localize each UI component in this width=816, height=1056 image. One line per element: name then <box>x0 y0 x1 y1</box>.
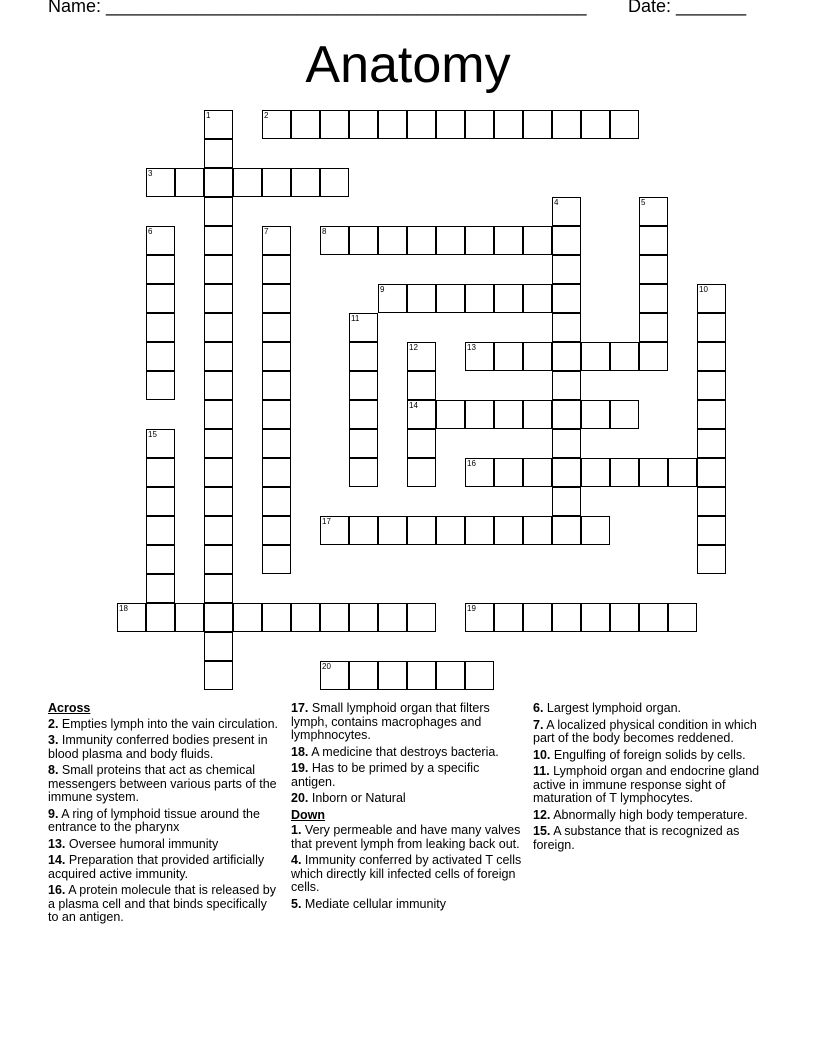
grid-cell[interactable] <box>697 284 726 313</box>
clue-number: 13. <box>48 836 66 851</box>
grid-cell[interactable] <box>233 168 262 197</box>
grid-cell[interactable] <box>494 110 523 139</box>
cell-number: 4 <box>554 198 559 207</box>
clue-number: 8. <box>48 763 59 777</box>
grid-cell[interactable] <box>465 603 494 632</box>
clue-across-18 <box>291 746 525 760</box>
clue-text: A protein molecule that is released by a plasma cell and that binds specifically to an antigen. <box>48 883 276 924</box>
clue-across-20 <box>291 792 525 806</box>
clue-down-4 <box>291 854 525 895</box>
clue-text: Immunity conferred bodies present in blood plasma and body fluids. <box>48 733 268 761</box>
clues-column-3 <box>533 702 773 855</box>
grid-cell[interactable] <box>378 284 407 313</box>
cell-number: 10 <box>699 285 708 294</box>
clues-column-1 <box>48 702 278 928</box>
grid-cell[interactable] <box>204 110 233 139</box>
clue-number: 10. <box>533 747 551 762</box>
grid-cell[interactable] <box>639 458 668 487</box>
grid-cell[interactable] <box>349 226 378 255</box>
grid-cell[interactable] <box>436 661 465 690</box>
grid-cell[interactable] <box>262 429 291 458</box>
grid-cell[interactable] <box>552 371 581 400</box>
grid-cell[interactable] <box>204 574 233 603</box>
clue-across-9 <box>48 808 278 835</box>
clue-across-14 <box>48 854 278 881</box>
grid-cell[interactable] <box>697 313 726 342</box>
grid-cell[interactable] <box>552 458 581 487</box>
grid-cell[interactable] <box>407 371 436 400</box>
grid-cell[interactable] <box>146 603 175 632</box>
grid-cell[interactable] <box>407 429 436 458</box>
grid-cell[interactable] <box>349 400 378 429</box>
cell-number: 13 <box>467 343 476 352</box>
grid-cell[interactable] <box>407 603 436 632</box>
grid-cell[interactable] <box>204 255 233 284</box>
clue-text: Empties lymph into the vain circulation. <box>61 716 278 731</box>
grid-cell[interactable] <box>146 487 175 516</box>
clue-down-11 <box>533 765 773 806</box>
clue-across-19 <box>291 762 525 789</box>
grid-cell[interactable] <box>581 400 610 429</box>
clue-number: 17. <box>291 701 309 715</box>
grid-cell[interactable] <box>407 284 436 313</box>
grid-cell[interactable] <box>204 458 233 487</box>
grid-cell[interactable] <box>494 603 523 632</box>
grid-cell[interactable] <box>349 313 378 342</box>
clue-number: 11. <box>533 764 550 778</box>
clue-number: 14. <box>48 853 66 867</box>
cell-number: 12 <box>409 343 418 352</box>
clue-text: Engulfing of foreign solids by cells. <box>553 747 746 762</box>
grid-cell[interactable] <box>668 603 697 632</box>
clue-text: Small lymphoid organ that filters lymph, contains macrophages and lymphnocytes. <box>291 701 490 742</box>
grid-cell[interactable] <box>378 110 407 139</box>
grid-cell[interactable] <box>610 110 639 139</box>
grid-cell[interactable] <box>349 429 378 458</box>
clue-number: 15. <box>533 824 551 838</box>
grid-cell[interactable] <box>436 226 465 255</box>
grid-cell[interactable] <box>639 284 668 313</box>
across-heading: Across <box>48 701 91 715</box>
clue-text: A substance that is recognized as foreign. <box>533 824 740 852</box>
cell-number: 11 <box>351 314 360 323</box>
grid-cell[interactable] <box>436 284 465 313</box>
grid-cell[interactable] <box>204 371 233 400</box>
clue-down-5 <box>291 898 525 912</box>
grid-cell[interactable] <box>204 661 233 690</box>
cell-number: 15 <box>148 430 157 439</box>
clue-text: A ring of lymphoid tissue around the entrance to the pharynx <box>48 806 260 834</box>
grid-cell[interactable] <box>639 255 668 284</box>
cell-number: 17 <box>322 517 331 526</box>
clue-number: 6. <box>533 701 544 715</box>
grid-cell[interactable] <box>436 110 465 139</box>
clue-text: Has to be primed by a specific antigen. <box>291 761 480 789</box>
grid-cell[interactable] <box>204 400 233 429</box>
grid-cell[interactable] <box>697 342 726 371</box>
grid-cell[interactable] <box>262 168 291 197</box>
cell-number: 1 <box>206 111 211 120</box>
page-title: Anatomy <box>305 36 511 94</box>
grid-cell[interactable] <box>146 458 175 487</box>
grid-cell[interactable] <box>117 603 146 632</box>
clue-text: Lymphoid organ and endocrine gland active in immune response sight of maturation of T lymphocytes. <box>533 764 760 805</box>
grid-cell[interactable] <box>610 458 639 487</box>
grid-cell[interactable] <box>581 458 610 487</box>
grid-cell[interactable] <box>146 545 175 574</box>
grid-cell[interactable] <box>494 284 523 313</box>
clue-across-2 <box>48 718 278 732</box>
grid-cell[interactable] <box>523 226 552 255</box>
grid-cell[interactable] <box>320 603 349 632</box>
grid-cell[interactable] <box>407 400 436 429</box>
clue-text: Mediate cellular immunity <box>304 896 446 911</box>
grid-cell[interactable] <box>349 516 378 545</box>
grid-cell[interactable] <box>262 400 291 429</box>
grid-cell[interactable] <box>639 342 668 371</box>
clue-text: Small proteins that act as chemical messengers between various parts of the immune system. <box>48 763 277 804</box>
grid-cell[interactable] <box>320 661 349 690</box>
grid-cell[interactable] <box>320 226 349 255</box>
cell-number: 6 <box>148 227 153 236</box>
clue-number: 3. <box>48 733 59 747</box>
grid-cell[interactable] <box>494 226 523 255</box>
grid-cell[interactable] <box>262 603 291 632</box>
grid-cell[interactable] <box>581 110 610 139</box>
grid-cell[interactable] <box>262 487 291 516</box>
clue-number: 12. <box>533 807 551 822</box>
cell-number: 14 <box>409 401 418 410</box>
grid-cell[interactable] <box>552 284 581 313</box>
grid-cell[interactable] <box>697 400 726 429</box>
clue-down-1 <box>291 824 525 851</box>
grid-cell[interactable] <box>581 342 610 371</box>
grid-cell[interactable] <box>262 342 291 371</box>
clue-number: 18. <box>291 744 309 759</box>
grid-cell[interactable] <box>552 197 581 226</box>
grid-cell[interactable] <box>407 661 436 690</box>
grid-cell[interactable] <box>262 545 291 574</box>
grid-cell[interactable] <box>523 342 552 371</box>
cell-number: 18 <box>119 604 128 613</box>
grid-cell[interactable] <box>146 371 175 400</box>
cell-number: 2 <box>264 111 269 120</box>
grid-cell[interactable] <box>552 226 581 255</box>
grid-cell[interactable] <box>204 313 233 342</box>
grid-cell[interactable] <box>349 661 378 690</box>
grid-cell[interactable] <box>146 255 175 284</box>
grid-cell[interactable] <box>436 516 465 545</box>
grid-cell[interactable] <box>610 603 639 632</box>
clue-across-13 <box>48 838 278 852</box>
clue-text: Oversee humoral immunity <box>68 836 219 851</box>
grid-cell[interactable] <box>233 603 262 632</box>
grid-cell[interactable] <box>697 429 726 458</box>
grid-cell[interactable] <box>436 400 465 429</box>
grid-cell[interactable] <box>639 603 668 632</box>
grid-cell[interactable] <box>552 313 581 342</box>
name-field[interactable]: Name: ________________________________________________ <box>48 0 587 16</box>
clue-number: 4. <box>291 853 302 867</box>
grid-cell[interactable] <box>465 661 494 690</box>
clue-down-12 <box>533 809 773 823</box>
grid-cell[interactable] <box>291 110 320 139</box>
grid-cell[interactable] <box>262 371 291 400</box>
grid-cell[interactable] <box>552 342 581 371</box>
grid-cell[interactable] <box>552 516 581 545</box>
grid-cell[interactable] <box>262 313 291 342</box>
grid-cell[interactable] <box>204 168 233 197</box>
grid-cell[interactable] <box>552 603 581 632</box>
grid-cell[interactable] <box>378 226 407 255</box>
grid-cell[interactable] <box>204 516 233 545</box>
grid-cell[interactable] <box>552 487 581 516</box>
cell-number: 19 <box>467 604 476 613</box>
grid-cell[interactable] <box>262 284 291 313</box>
grid-cell[interactable] <box>523 110 552 139</box>
clue-number: 16. <box>48 883 66 897</box>
cell-number: 7 <box>264 227 269 236</box>
grid-cell[interactable] <box>581 516 610 545</box>
grid-cell[interactable] <box>465 458 494 487</box>
clue-down-15 <box>533 825 773 852</box>
grid-cell[interactable] <box>465 400 494 429</box>
grid-cell[interactable] <box>204 226 233 255</box>
grid-cell[interactable] <box>407 110 436 139</box>
grid-cell[interactable] <box>639 226 668 255</box>
grid-cell[interactable] <box>146 342 175 371</box>
cell-number: 3 <box>148 169 153 178</box>
grid-cell[interactable] <box>291 603 320 632</box>
grid-cell[interactable] <box>552 255 581 284</box>
grid-cell[interactable] <box>407 458 436 487</box>
clue-number: 5. <box>291 896 302 911</box>
clue-number: 7. <box>533 717 544 732</box>
grid-cell[interactable] <box>465 110 494 139</box>
clue-text: A localized physical condition in which part of the body becomes reddened. <box>533 717 757 745</box>
grid-cell[interactable] <box>146 429 175 458</box>
grid-cell[interactable] <box>639 197 668 226</box>
grid-cell[interactable] <box>146 516 175 545</box>
grid-cell[interactable] <box>291 168 320 197</box>
grid-cell[interactable] <box>465 342 494 371</box>
grid-cell[interactable] <box>349 342 378 371</box>
clue-across-3 <box>48 734 278 761</box>
grid-cell[interactable] <box>697 545 726 574</box>
clue-number: 1. <box>291 823 302 837</box>
clue-across-16 <box>48 884 278 925</box>
grid-cell[interactable] <box>349 110 378 139</box>
grid-cell[interactable] <box>175 603 204 632</box>
grid-cell[interactable] <box>204 342 233 371</box>
grid-cell[interactable] <box>378 516 407 545</box>
cell-number: 16 <box>467 459 476 468</box>
grid-cell[interactable] <box>407 342 436 371</box>
grid-cell[interactable] <box>146 226 175 255</box>
grid-cell[interactable] <box>494 458 523 487</box>
grid-cell[interactable] <box>175 168 204 197</box>
grid-cell[interactable] <box>204 197 233 226</box>
grid-cell[interactable] <box>552 110 581 139</box>
grid-cell[interactable] <box>407 516 436 545</box>
grid-cell[interactable] <box>204 603 233 632</box>
clue-text: Immunity conferred by activated T cells which directly kill infected cells of foreign cells. <box>291 853 522 894</box>
grid-cell[interactable] <box>494 516 523 545</box>
grid-cell[interactable] <box>204 632 233 661</box>
grid-cell[interactable] <box>349 458 378 487</box>
clue-down-6 <box>533 702 773 716</box>
grid-cell[interactable] <box>146 574 175 603</box>
grid-cell[interactable] <box>378 603 407 632</box>
clue-text: Abnormally high body temperature. <box>553 807 748 822</box>
clue-number: 2. <box>48 716 59 731</box>
clue-across-17 <box>291 702 525 743</box>
grid-cell[interactable] <box>523 603 552 632</box>
grid-cell[interactable] <box>523 516 552 545</box>
grid-cell[interactable] <box>262 226 291 255</box>
grid-cell[interactable] <box>262 516 291 545</box>
clue-number: 19. <box>291 761 309 775</box>
grid-cell[interactable] <box>697 458 726 487</box>
grid-cell[interactable] <box>581 603 610 632</box>
clue-across-8 <box>48 764 278 805</box>
grid-cell[interactable] <box>146 284 175 313</box>
grid-cell[interactable] <box>378 661 407 690</box>
grid-cell[interactable] <box>204 545 233 574</box>
grid-cell[interactable] <box>697 371 726 400</box>
clue-number: 9. <box>48 806 59 821</box>
cell-number: 8 <box>322 227 327 236</box>
clue-text: Inborn or Natural <box>311 791 406 805</box>
grid-cell[interactable] <box>523 284 552 313</box>
grid-cell[interactable] <box>552 400 581 429</box>
clue-down-7 <box>533 719 773 746</box>
grid-cell[interactable] <box>320 516 349 545</box>
grid-cell[interactable] <box>349 371 378 400</box>
cell-number: 9 <box>380 285 385 294</box>
grid-cell[interactable] <box>465 516 494 545</box>
date-field[interactable]: Date: _______ <box>628 0 747 16</box>
grid-cell[interactable] <box>639 313 668 342</box>
clue-text: A medicine that destroys bacteria. <box>311 744 499 759</box>
clue-down-10 <box>533 749 773 763</box>
grid-cell[interactable] <box>523 400 552 429</box>
grid-cell[interactable] <box>668 458 697 487</box>
grid-cell[interactable] <box>407 226 436 255</box>
grid-cell[interactable] <box>465 284 494 313</box>
grid-cell[interactable] <box>465 226 494 255</box>
grid-cell[interactable] <box>494 342 523 371</box>
grid-cell[interactable] <box>494 400 523 429</box>
grid-cell[interactable] <box>697 487 726 516</box>
grid-cell[interactable] <box>349 603 378 632</box>
grid-cell[interactable] <box>262 255 291 284</box>
grid-cell[interactable] <box>146 168 175 197</box>
grid-cell[interactable] <box>320 110 349 139</box>
grid-cell[interactable] <box>523 458 552 487</box>
grid-cell[interactable] <box>204 429 233 458</box>
grid-cell[interactable] <box>262 458 291 487</box>
down-heading: Down <box>291 807 326 822</box>
grid-cell[interactable] <box>204 487 233 516</box>
clue-text: Largest lymphoid organ. <box>546 701 682 715</box>
clues-column-2 <box>291 702 525 914</box>
clue-text: Very permeable and have many valves that prevent lymph from leaking back out. <box>291 823 521 851</box>
clue-text: Preparation that provided artificially acquired active immunity. <box>48 853 265 881</box>
grid-cell[interactable] <box>146 313 175 342</box>
cell-number: 20 <box>322 662 331 671</box>
grid-cell[interactable] <box>610 342 639 371</box>
grid-cell[interactable] <box>552 429 581 458</box>
grid-cell[interactable] <box>697 516 726 545</box>
cell-number: 5 <box>641 198 646 207</box>
grid-cell[interactable] <box>262 110 291 139</box>
grid-cell[interactable] <box>610 400 639 429</box>
clue-number: 20. <box>291 791 309 805</box>
grid-cell[interactable] <box>204 139 233 168</box>
grid-cell[interactable] <box>204 284 233 313</box>
grid-cell[interactable] <box>320 168 349 197</box>
